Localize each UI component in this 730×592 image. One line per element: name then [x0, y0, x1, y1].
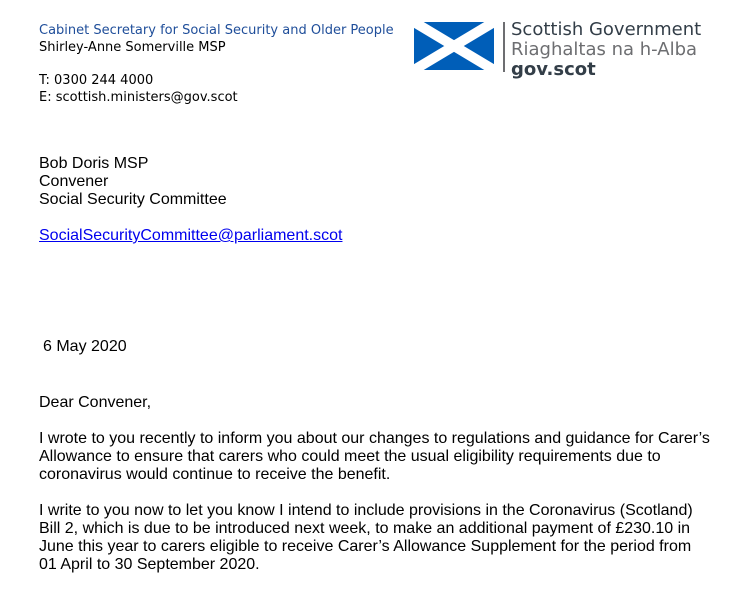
- recipient-block: [39, 155, 342, 245]
- logo-wordmark: [511, 20, 701, 80]
- recipient-name: Bob Doris MSP: [39, 155, 149, 172]
- recipient-role: Convener: [39, 173, 109, 190]
- sender-title: Cabinet Secretary for Social Security and Older People: [39, 23, 394, 38]
- saltire-flag-icon: [414, 22, 494, 70]
- paragraph: I write to you now to let you know I intend to include provisions in the Coronavirus (Scotland) Bill 2, which is due to be introduced next week, to make an additional payment of £230.10 in June this year to carers eligible to receive Carer’s Allowance Supplement for the period from 01 April to 30 September 2020.: [39, 502, 693, 573]
- paragraph: I wrote to you recently to inform you about our changes to regulations and guidance for Carer’s Allowance to ensure that carers who could meet the usual eligibility requirements due to coronavirus would continue to receive the benefit.: [39, 430, 710, 483]
- recipient-email-link[interactable]: SocialSecurityCommittee@parliament.scot: [39, 227, 343, 244]
- logo-gaelic-name: Riaghaltas na h-Alba: [511, 39, 698, 60]
- recipient-committee: Social Security Committee: [39, 191, 227, 208]
- scottish-government-logo: [414, 19, 702, 80]
- sender-name: Shirley-Anne Somerville MSP: [39, 40, 226, 55]
- logo-divider: [503, 22, 505, 72]
- letter-date: 6 May 2020: [43, 338, 127, 355]
- sender-email: E: scottish.ministers@gov.scot: [39, 90, 238, 105]
- letter-body: [39, 394, 711, 592]
- sender-phone: T: 0300 244 4000: [39, 73, 154, 88]
- logo-english-name: Scottish Government: [511, 19, 702, 40]
- sender-block: [39, 22, 394, 106]
- salutation: Dear Convener,: [39, 394, 152, 411]
- logo-site: gov.scot: [511, 59, 596, 80]
